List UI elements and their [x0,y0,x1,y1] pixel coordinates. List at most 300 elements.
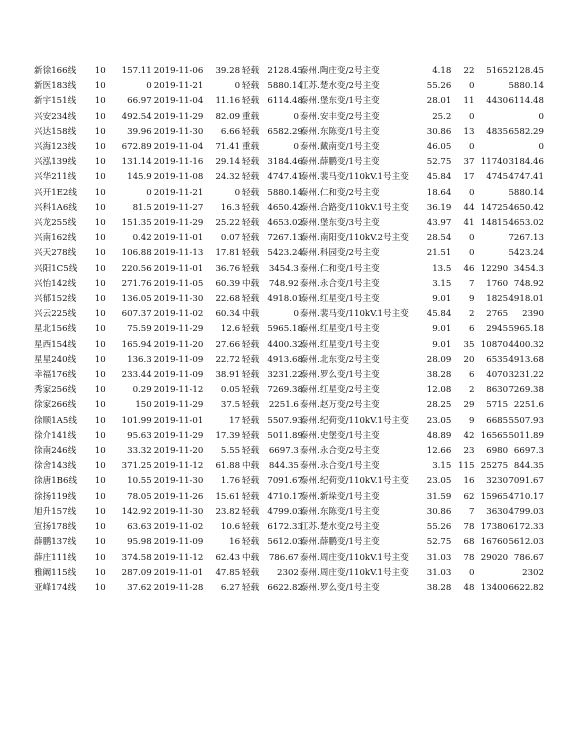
table-row [34,444,544,459]
value-2-cell: 1.76 [220,476,241,487]
value-2-cell: 71.41 [215,142,241,153]
value-1-cell: 66.97 [127,96,152,107]
value-5-cell: 0 [469,81,475,92]
value-6-cell: 8630 [486,385,509,396]
line-name-cell: 徐舍143线 [34,461,77,472]
substation-cell: 泰州.北东变/2号主变 [299,354,380,365]
value-1-cell: 371.25 [121,461,152,472]
value-2-cell: 5.55 [220,446,241,457]
date-cell: 2019-11-21 [153,81,204,92]
value-1-cell: 95.63 [127,430,152,441]
value-2-cell: 36.76 [215,263,241,274]
voltage-cell: 10 [94,309,106,320]
value-7-cell: 786.67 [513,552,544,563]
voltage-cell: 10 [94,126,106,137]
line-name-cell: 兴泓139线 [34,157,77,168]
value-6-cell: 15965 [480,491,509,502]
voltage-cell: 10 [94,218,106,229]
table-row [34,186,544,201]
substation-cell: 泰州.薛鹏变/1号主变 [299,537,380,548]
value-6-cell: 6980 [486,446,509,457]
value-3-cell: 6582.29 [267,126,303,137]
line-name-cell: 徐唐1B6线 [34,476,78,487]
date-cell: 2019-11-04 [153,96,204,107]
date-cell: 2019-11-13 [153,248,204,259]
value-3-cell: 7267.13 [267,233,303,244]
load-status-cell: 轻载 [242,157,260,168]
table-row [34,581,544,596]
value-4-cell: 23.05 [426,476,452,487]
value-5-cell: 0 [469,567,475,578]
value-2-cell: 27.66 [215,339,241,350]
date-cell: 2019-11-12 [153,552,204,563]
value-4-cell: 43.97 [426,218,452,229]
substation-cell: 泰州.裴马变/110kV.1号主变 [299,309,409,320]
line-name-cell: 兴南162线 [34,233,77,244]
value-2-cell: 11.16 [215,96,241,107]
line-name-cell: 兴科1A6线 [34,202,77,213]
value-5-cell: 22 [463,66,475,76]
table-row [34,383,544,398]
value-2-cell: 0 [234,81,241,92]
voltage-cell: 10 [94,111,106,122]
value-6-cell: 3630 [486,506,509,517]
value-6-cell: 2765 [486,309,509,320]
table-row [34,140,544,155]
value-2-cell: 16.3 [220,202,241,213]
value-1-cell: 142.92 [121,506,152,517]
load-status-cell: 轻载 [242,354,260,365]
substation-cell: 泰州.史堡变/1号主变 [299,430,380,441]
value-6-cell: 12290 [480,263,509,274]
date-cell: 2019-11-30 [153,506,204,517]
voltage-cell: 10 [94,263,106,274]
date-cell: 2019-11-09 [153,370,204,381]
value-1-cell: 33.32 [127,446,152,457]
value-4-cell: 9.01 [432,294,452,305]
line-name-cell: 薛庄111线 [34,552,77,563]
value-7-cell: 4799.03 [508,506,544,517]
voltage-cell: 10 [94,66,106,76]
voltage-cell: 10 [94,430,106,441]
value-5-cell: 48 [463,582,475,593]
value-4-cell: 45.84 [426,172,452,183]
date-cell: 2019-11-20 [153,339,204,350]
substation-cell: 泰州.纪荷变/110kV.1号主变 [299,476,409,487]
value-3-cell: 5880.14 [267,81,303,92]
date-cell: 2019-11-20 [153,446,204,457]
date-cell: 2019-11-01 [153,233,204,244]
table-row [34,307,544,322]
value-1-cell: 151.35 [121,218,152,229]
value-6-cell [474,110,508,125]
value-6-cell: 25275 [480,461,509,472]
voltage-cell: 10 [94,400,106,411]
substation-cell: 泰州.堡东变/1号主变 [299,96,380,107]
value-7-cell: 4400.32 [508,339,544,350]
voltage-cell: 10 [94,81,106,92]
voltage-cell: 10 [94,567,106,578]
voltage-cell: 10 [94,582,106,593]
value-2-cell: 47.85 [215,567,241,578]
table-row [34,155,544,170]
load-status-cell: 轻载 [242,218,260,229]
value-5-cell: 115 [458,461,475,472]
voltage-cell: 10 [94,324,106,335]
value-7-cell: 5423.24 [508,248,544,259]
value-4-cell: 4.18 [432,66,452,76]
date-cell: 2019-11-01 [153,415,204,426]
date-cell: 2019-11-12 [153,385,204,396]
value-5-cell: 0 [469,142,475,153]
value-6-cell: 5715 [486,400,509,411]
voltage-cell: 10 [94,476,106,487]
date-cell: 2019-11-01 [153,567,204,578]
load-status-cell: 轻载 [242,506,260,517]
value-7-cell: 2251.6 [513,400,544,411]
table-row [34,429,544,444]
substation-cell: 泰州.合路变/110kV.1号主变 [299,202,409,213]
date-cell: 2019-11-02 [153,522,204,533]
table-row [34,368,544,383]
line-name-cell: 兴郁152线 [34,294,77,305]
substation-cell: 泰州.戴南变/1号主变 [299,142,380,153]
value-3-cell: 6622.82 [267,582,303,593]
load-status-cell: 轻载 [242,567,260,578]
value-2-cell: 38.91 [215,370,241,381]
value-3-cell: 2302 [277,567,299,578]
value-6-cell: 6535 [486,354,509,365]
date-cell: 2019-11-29 [153,111,204,122]
value-7-cell: 2302 [522,567,544,578]
date-cell: 2019-11-09 [153,354,204,365]
load-status-cell: 轻载 [242,81,260,92]
date-cell: 2019-11-30 [153,294,204,305]
value-7-cell: 2128.45 [508,66,544,76]
value-5-cell: 6 [469,324,475,335]
load-status-cell: 中载 [242,461,260,472]
line-name-cell: 新医183线 [34,81,77,92]
value-3-cell: 6697.3 [268,446,299,457]
value-5-cell: 29 [463,400,475,411]
load-status-cell: 中载 [242,278,260,289]
line-name-cell: 徐介141线 [34,430,77,441]
date-cell: 2019-11-26 [153,491,204,502]
value-4-cell: 55.26 [426,522,452,533]
value-6-cell: 2945 [486,324,509,335]
value-7-cell: 844.35 [513,461,544,472]
table-row [34,490,544,505]
line-name-cell: 徐南246线 [34,446,77,457]
value-5-cell: 41 [463,218,475,229]
table-row [34,459,544,474]
load-status-cell: 轻载 [242,66,260,76]
value-2-cell: 37.5 [220,400,241,411]
value-4-cell: 36.19 [426,202,452,213]
value-5-cell: 20 [463,354,475,365]
voltage-cell: 10 [94,354,106,365]
value-4-cell: 28.54 [426,233,452,244]
value-6-cell: 16760 [480,537,509,548]
substation-cell: 江苏.楚水变/2号主变 [299,522,380,533]
value-5-cell: 0 [469,111,475,122]
voltage-cell: 10 [94,522,106,533]
value-5-cell: 78 [463,552,475,563]
value-5-cell: 9 [469,415,475,426]
line-name-cell: 徐家266线 [34,400,77,411]
line-name-cell: 宣扬178线 [34,522,77,533]
table-row [34,292,544,307]
value-7-cell: 7091.67 [508,476,544,487]
value-6-cell: 1760 [486,278,509,289]
value-6-cell: 5165 [486,66,509,76]
value-3-cell: 5880.14 [267,187,303,198]
substation-cell: 泰州.周庄变/110kV.1号主变 [299,552,409,563]
value-7-cell: 5507.93 [508,415,544,426]
value-5-cell: 7 [469,278,475,289]
table-row [34,64,544,79]
substation-cell: 泰州.永合变/1号主变 [299,278,380,289]
value-4-cell: 38.28 [426,370,452,381]
substation-cell: 泰州.红星变/1号主变 [299,294,380,305]
value-6-cell: 6685 [486,415,509,426]
substation-cell: 江苏.楚水变/2号主变 [299,81,380,92]
value-3-cell: 844.35 [268,461,299,472]
value-5-cell: 46 [463,263,475,274]
value-3-cell: 5612.03 [267,537,303,548]
value-6-cell: 4835 [486,126,509,137]
substation-cell: 泰州.裴马变/110kV.1号主变 [299,172,409,183]
table-row [34,231,544,246]
value-2-cell: 25.22 [215,218,241,229]
voltage-cell: 10 [94,96,106,107]
substation-cell: 泰州.东陈变/1号主变 [299,126,380,137]
table-row [34,322,544,337]
date-cell: 2019-11-29 [153,324,204,335]
value-4-cell: 18.64 [426,187,452,198]
value-1-cell: 63.63 [127,522,152,533]
load-status-cell: 轻载 [242,582,260,593]
substation-cell: 泰州.周庄变/110kV.1号主变 [299,567,409,578]
value-2-cell: 62.43 [215,552,241,563]
value-1-cell: 106.88 [121,248,152,259]
value-1-cell: 81.5 [132,202,152,213]
value-5-cell: 11 [463,96,475,107]
value-1-cell: 136.3 [127,354,152,365]
value-7-cell: 4653.02 [508,218,544,229]
date-cell: 2019-11-12 [153,461,204,472]
line-name-cell: 兴云225线 [34,309,77,320]
value-4-cell: 31.03 [426,552,452,563]
value-2-cell: 82.09 [215,111,241,122]
value-6-cell [474,79,508,94]
voltage-cell: 10 [94,294,106,305]
date-cell: 2019-11-27 [153,202,204,213]
value-7-cell: 3231.22 [508,370,544,381]
load-status-cell: 轻载 [242,248,260,259]
voltage-cell: 10 [94,172,106,183]
value-5-cell: 6 [469,370,475,381]
value-3-cell: 5011.89 [267,430,303,441]
load-status-cell: 轻载 [242,126,260,137]
value-6-cell: 3230 [486,476,509,487]
value-4-cell: 12.66 [426,446,452,457]
value-2-cell: 22.68 [215,294,241,305]
line-name-cell: 新徐166线 [34,66,77,76]
value-7-cell: 5011.89 [508,430,544,441]
date-cell: 2019-11-06 [153,66,204,76]
line-name-cell: 雅阚115线 [34,567,77,578]
value-2-cell: 60.34 [215,309,241,320]
value-4-cell: 3.15 [432,461,452,472]
value-1-cell: 145.9 [127,172,152,183]
value-7-cell: 4913.68 [508,354,544,365]
value-3-cell: 748.92 [268,278,299,289]
value-1-cell: 165.94 [121,339,152,350]
load-status-cell: 轻载 [242,491,260,502]
table-row [34,535,544,550]
value-3-cell: 2251.6 [268,400,299,411]
value-3-cell: 7269.38 [267,385,303,396]
load-status-cell: 重载 [242,111,260,122]
table-row [34,94,544,109]
value-5-cell: 37 [463,157,475,168]
value-1-cell: 0 [146,81,152,92]
value-3-cell: 0 [293,111,299,122]
value-5-cell: 44 [463,202,475,213]
value-6-cell: 11740 [480,157,509,168]
substation-cell: 泰州.东陈变/1号主变 [299,506,380,517]
substation-cell: 泰州.罗么变/1号主变 [299,582,380,593]
value-4-cell: 25.2 [432,111,452,122]
substation-cell: 泰州.科园变/2号主变 [299,248,380,259]
value-7-cell: 5612.03 [508,537,544,548]
voltage-cell: 10 [94,339,106,350]
line-load-table [34,64,544,596]
value-7-cell: 4918.01 [508,294,544,305]
substation-cell: 泰州.红星变/2号主变 [299,385,380,396]
line-name-cell: 兴龙255线 [34,218,77,229]
date-cell: 2019-11-28 [153,582,204,593]
value-6-cell [474,186,508,201]
load-status-cell: 轻载 [242,202,260,213]
line-name-cell: 旭升157线 [34,506,77,517]
value-7-cell: 6622.82 [508,582,544,593]
value-5-cell: 0 [469,248,475,259]
line-name-cell: 徐扬119线 [34,491,77,502]
value-6-cell: 14815 [480,218,509,229]
value-6-cell: 14725 [480,202,509,213]
value-7-cell: 6172.33 [508,522,544,533]
value-6-cell [474,140,508,155]
value-1-cell: 0 [146,187,152,198]
value-3-cell: 5965.18 [267,324,303,335]
value-3-cell: 4650.42 [267,202,303,213]
value-2-cell: 60.39 [215,278,241,289]
value-2-cell: 17.39 [215,430,241,441]
value-3-cell: 6114.48 [267,96,303,107]
table-body [34,64,544,596]
value-5-cell: 78 [463,522,475,533]
date-cell: 2019-11-08 [153,172,204,183]
load-status-cell: 中载 [242,552,260,563]
value-2-cell: 15.61 [215,491,241,502]
value-1-cell: 607.37 [121,309,152,320]
value-4-cell: 30.86 [426,506,452,517]
value-2-cell: 61.88 [215,461,241,472]
table-row [34,398,544,413]
value-6-cell: 4430 [486,96,509,107]
value-2-cell: 23.82 [215,506,241,517]
date-cell: 2019-11-04 [153,142,204,153]
value-3-cell: 3454.3 [268,263,299,274]
value-4-cell: 28.25 [426,400,452,411]
value-4-cell: 9.01 [432,339,452,350]
voltage-cell: 10 [94,537,106,548]
line-name-cell: 兴安234线 [34,111,77,122]
table-row [34,262,544,277]
voltage-cell: 10 [94,202,106,213]
voltage-cell: 10 [94,187,106,198]
value-7-cell: 6114.48 [508,96,544,107]
value-4-cell: 9.01 [432,324,452,335]
value-2-cell: 16 [229,537,241,548]
value-2-cell: 6.27 [220,582,241,593]
value-5-cell: 7 [469,506,475,517]
value-3-cell: 3231.22 [267,370,303,381]
value-3-cell: 4918.01 [267,294,303,305]
line-name-cell: 兴开1E2线 [34,187,77,198]
value-1-cell: 374.58 [121,552,152,563]
load-status-cell: 轻载 [242,324,260,335]
value-4-cell: 30.86 [426,126,452,137]
voltage-cell: 10 [94,248,106,259]
date-cell: 2019-11-05 [153,278,204,289]
table-row [34,110,544,125]
value-2-cell: 17.81 [215,248,241,259]
value-3-cell: 786.67 [268,552,299,563]
value-2-cell: 12.6 [220,324,241,335]
value-4-cell: 48.89 [426,430,452,441]
substation-cell: 泰州.永合变/1号主变 [299,461,380,472]
load-status-cell: 中载 [242,309,260,320]
load-status-cell: 轻载 [242,385,260,396]
value-1-cell: 78.05 [127,491,152,502]
value-6-cell [474,231,508,246]
value-7-cell: 5880.14 [508,187,544,198]
value-3-cell: 0 [293,309,299,320]
value-7-cell: 0 [538,111,544,122]
value-2-cell: 29.14 [215,157,241,168]
value-5-cell: 16 [463,476,475,487]
value-5-cell: 0 [469,187,475,198]
substation-cell: 泰州.仁和变/1号主变 [299,263,380,274]
value-6-cell: 4745 [486,172,509,183]
line-name-cell: 亚峰174线 [34,582,77,593]
value-1-cell: 131.14 [121,157,152,168]
voltage-cell: 10 [94,506,106,517]
value-5-cell: 2 [469,309,475,320]
value-6-cell: 1825 [486,294,509,305]
value-7-cell: 3454.3 [513,263,544,274]
value-1-cell: 233.44 [121,370,152,381]
value-5-cell: 23 [463,446,475,457]
value-4-cell: 45.84 [426,309,452,320]
value-3-cell: 4710.17 [267,491,303,502]
voltage-cell: 10 [94,157,106,168]
value-3-cell: 4653.02 [267,218,303,229]
load-status-cell: 轻载 [242,522,260,533]
